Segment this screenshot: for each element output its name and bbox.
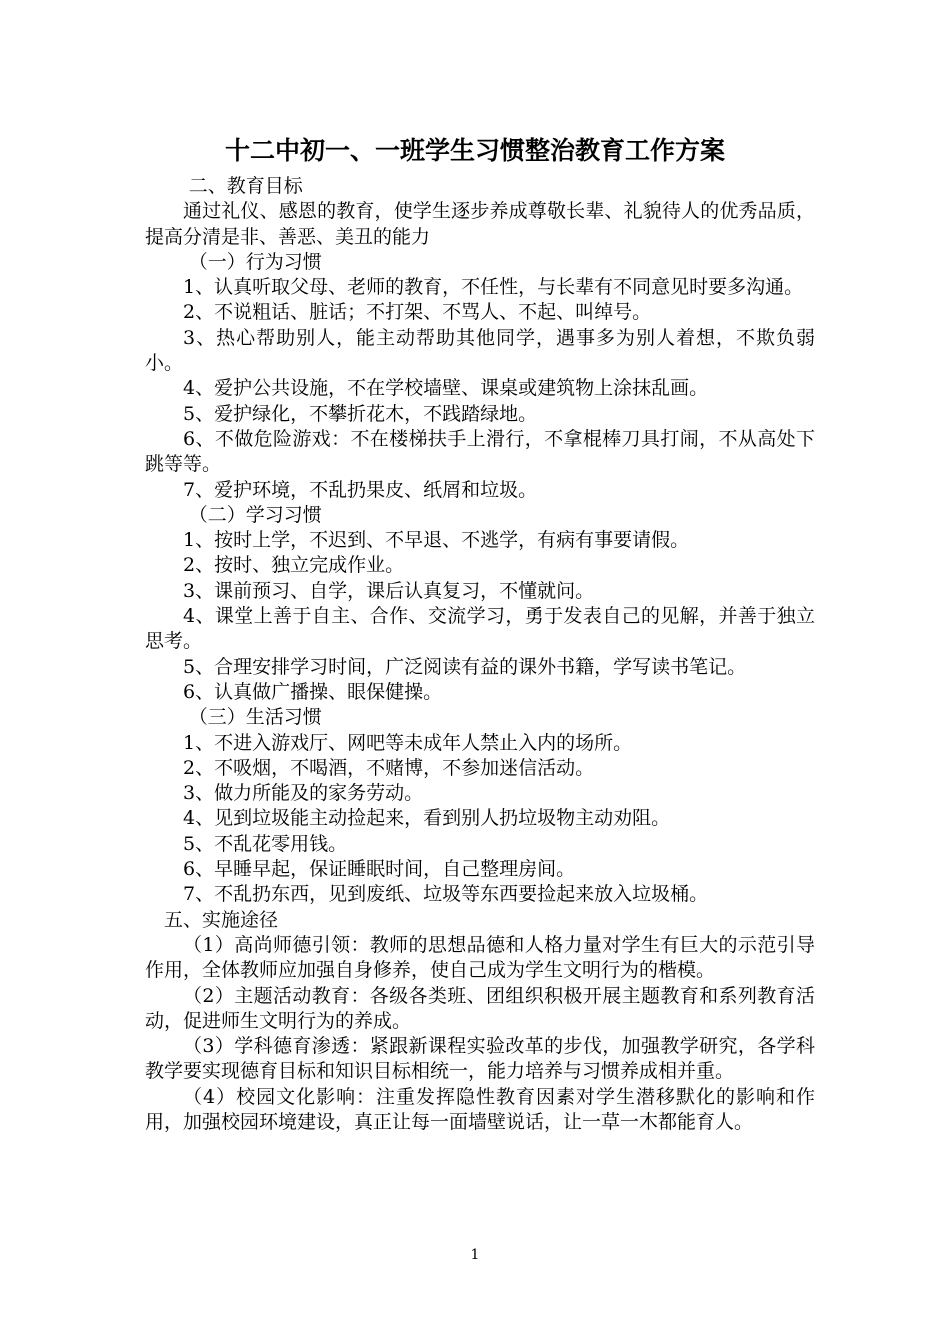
heading-education-goals: 二、教育目标 [188, 175, 303, 197]
list-item: 1、不进入游戏厅、网吧等未成年人禁止入内的场所。 [183, 731, 633, 754]
list-item: 5、爱护绿化，不攀折花木，不践踏绿地。 [183, 402, 538, 425]
document-title: 十二中初一、一班学生习惯整治教育工作方案 [224, 136, 725, 165]
heading-implementation: 五、实施途径 [164, 908, 279, 931]
list-item: 6、不做危险游戏：不在楼梯扶手上滑行，不拿棍棒刀具打闹，不从高处下跳等等。 [145, 427, 815, 476]
list-item: 2、不吸烟，不喝酒，不赌博，不参加迷信活动。 [183, 756, 595, 779]
list-item: 5、合理安排学习时间，广泛阅读有益的课外书籍，学写读书笔记。 [183, 655, 747, 678]
paragraph: 通过礼仪、感恩的教育，使学生逐步养成尊敬长辈、礼貌待人的优秀品质，提高分清是非、善恶、美丑的能力 [145, 200, 815, 248]
implementation-item: （3）学科德育渗透：紧跟新课程实验改革的步伐，加强教学研究，各学科教学要实现德育目标和知识目标相统一，能力培养与习惯养成相并重。 [145, 1035, 815, 1083]
list-item: 5、不乱花零用钱。 [183, 832, 348, 855]
implementation-item: （2）主题活动教育：各级各类班、团组织积极开展主题教育和系列教育活动，促进师生文明行为的养成。 [145, 984, 815, 1032]
implementation-item: （4）校园文化影响：注重发挥隐性教育因素对学生潜移默化的影响和作用，加强校园环境建设，真正让每一面墙壁说话，让一草一木都能育人。 [145, 1085, 815, 1133]
page-number: 1 [470, 1247, 480, 1263]
list-item: 2、按时、独立完成作业。 [183, 554, 405, 577]
list-item: 6、早睡早起，保证睡眠时间，自己整理房间。 [183, 858, 576, 881]
list-item: 7、爱护环境，不乱扔果皮、纸屑和垃圾。 [183, 478, 538, 501]
list-item: 1、认真听取父母、老师的教育，不任性，与长辈有不同意见时要多沟通。 [183, 276, 804, 299]
list-item: 4、爱护公共设施，不在学校墙壁、课桌或建筑物上涂抹乱画。 [183, 377, 709, 400]
heading-life-habits: （三）生活习惯 [188, 706, 322, 729]
list-item: 4、见到垃圾能主动捡起来，看到别人扔垃圾物主动劝阻。 [183, 807, 671, 830]
heading-study-habits: （二）学习习惯 [188, 503, 322, 526]
document-body [145, 174, 815, 1135]
implementation-item: （1）高尚师德引领：教师的思想品德和人格力量对学生有巨大的示范引导作用，全体教师应加强自身修养，使自己成为学生文明行为的楷模。 [145, 933, 815, 982]
heading-behavior-habits: （一）行为习惯 [188, 250, 322, 273]
list-item: 4、课堂上善于自主、合作、交流学习，勇于发表自己的见解，并善于独立思考。 [145, 605, 815, 653]
list-item: 2、不说粗话、脏话；不打架、不骂人、不起、叫绰号。 [183, 301, 652, 324]
list-item: 7、不乱扔东西，见到废纸、垃圾等东西要捡起来放入垃圾桶。 [183, 883, 709, 906]
list-item: 3、做力所能及的家务劳动。 [183, 782, 424, 805]
list-item: 6、认真做广播操、眼保健操。 [183, 680, 443, 703]
list-item: 3、热心帮助别人，能主动帮助其他同学，遇事多为别人着想，不欺负弱小。 [145, 326, 815, 375]
list-item: 1、按时上学，不迟到、不早退、不逃学，有病有事要请假。 [183, 529, 690, 552]
list-item: 3、课前预习、自学，课后认真复习，不懂就问。 [183, 579, 595, 602]
